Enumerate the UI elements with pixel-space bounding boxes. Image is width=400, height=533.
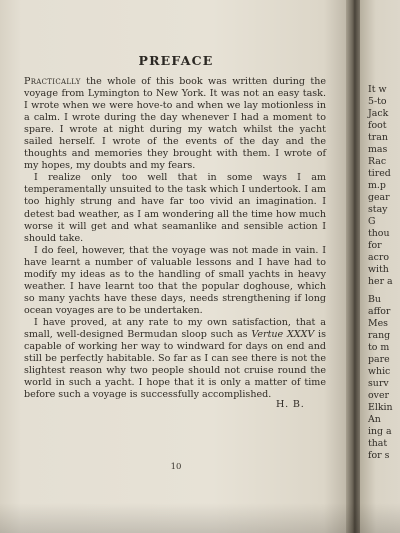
right-page-line: that	[368, 438, 388, 449]
paragraph-4-text-a: I have proved, at any rate to my own satisfaction, that a small, well-designed Bermudan sloop such as	[24, 316, 326, 340]
paragraph-4	[24, 317, 326, 401]
right-page-line: thou	[368, 228, 390, 239]
page-title: PREFACE	[138, 53, 214, 68]
right-page-line: Bu	[368, 294, 381, 305]
lead-word: Practically	[24, 76, 81, 87]
right-page-line: ing a	[368, 426, 392, 437]
right-page-line: whic	[368, 366, 391, 377]
right-page-line: surv	[368, 378, 389, 389]
paragraph-2: I realize only too well that in some ways I am temperamentally unsuited to the task which I undertook. I am too highly strung and have far too vivid an imagination. I detest bad weather, as I am wondering all the time how much worse it will get and what seamanlike and sensible action I should take.	[24, 172, 326, 244]
right-page-line: with	[368, 264, 389, 275]
right-page-line: her a	[368, 276, 393, 287]
right-page-line: rang	[368, 330, 391, 341]
right-page-line: gear	[368, 192, 390, 203]
right-page	[360, 0, 400, 533]
right-page-line: affor	[368, 306, 391, 317]
right-page-line: Elkin	[368, 402, 393, 413]
right-page-line: to m	[368, 342, 390, 353]
right-page-line: Mes	[368, 318, 388, 329]
signature-initials: H. B.	[276, 399, 305, 410]
right-page-line: acro	[368, 252, 389, 263]
right-page-line: 5-to	[368, 96, 387, 107]
right-page-line: over	[368, 390, 389, 401]
right-page-line: tran	[368, 132, 388, 143]
paragraph-1-text: the whole of this book was written during the voyage from Lymington to New York. It was not an easy task. I wrote when we were hove-to and when we lay motionless in a calm. I wrote during the day whenever I had a moment to spare. I wrote at night during my watch whilst the yacht sailed herself. I wrote of the events of the day and the thoughts and memories they brought with them. I wrote of my hopes, my doubts and my fears.	[24, 76, 326, 172]
right-page-line: m.p	[368, 180, 386, 191]
preface-body	[24, 76, 326, 401]
paragraph-3: I do feel, however, that the voyage was not made in vain. I have learnt a number of valuable lessons and I have had to modify my ideas as to the handling of small yachts in heavy weather. I have learnt too that the popular doghouse, which so many yachts have these days, needs strengthening if long ocean voyages are to be undertaken.	[24, 244, 326, 316]
right-page-line: It w	[368, 84, 387, 95]
boat-name: Vertue XXXV	[251, 328, 315, 340]
paragraph-4-text-b: is capable of working her way to windward for days on end and still be perfectly habitable. So far as I can see there is not the slightest reason why two people should not cruise round the world in such a yacht. I hope that it is only a matter of time before such a voyage is successfully accomplished.	[24, 328, 326, 401]
right-page-line: Rac	[368, 156, 387, 167]
right-page-line: for	[368, 240, 382, 251]
right-page-line: tired	[368, 168, 391, 179]
page-number: 10	[170, 462, 182, 472]
right-page-line: stay	[368, 204, 388, 215]
paragraph-1	[24, 76, 326, 172]
right-page-line: for s	[368, 450, 390, 461]
right-page-line: pare	[368, 354, 390, 365]
right-page-line: Jack	[368, 108, 389, 119]
right-page-line: An	[368, 414, 381, 425]
right-page-line: mas	[368, 144, 388, 155]
right-page-line: G	[368, 216, 376, 227]
right-page-line: foot	[368, 120, 387, 131]
